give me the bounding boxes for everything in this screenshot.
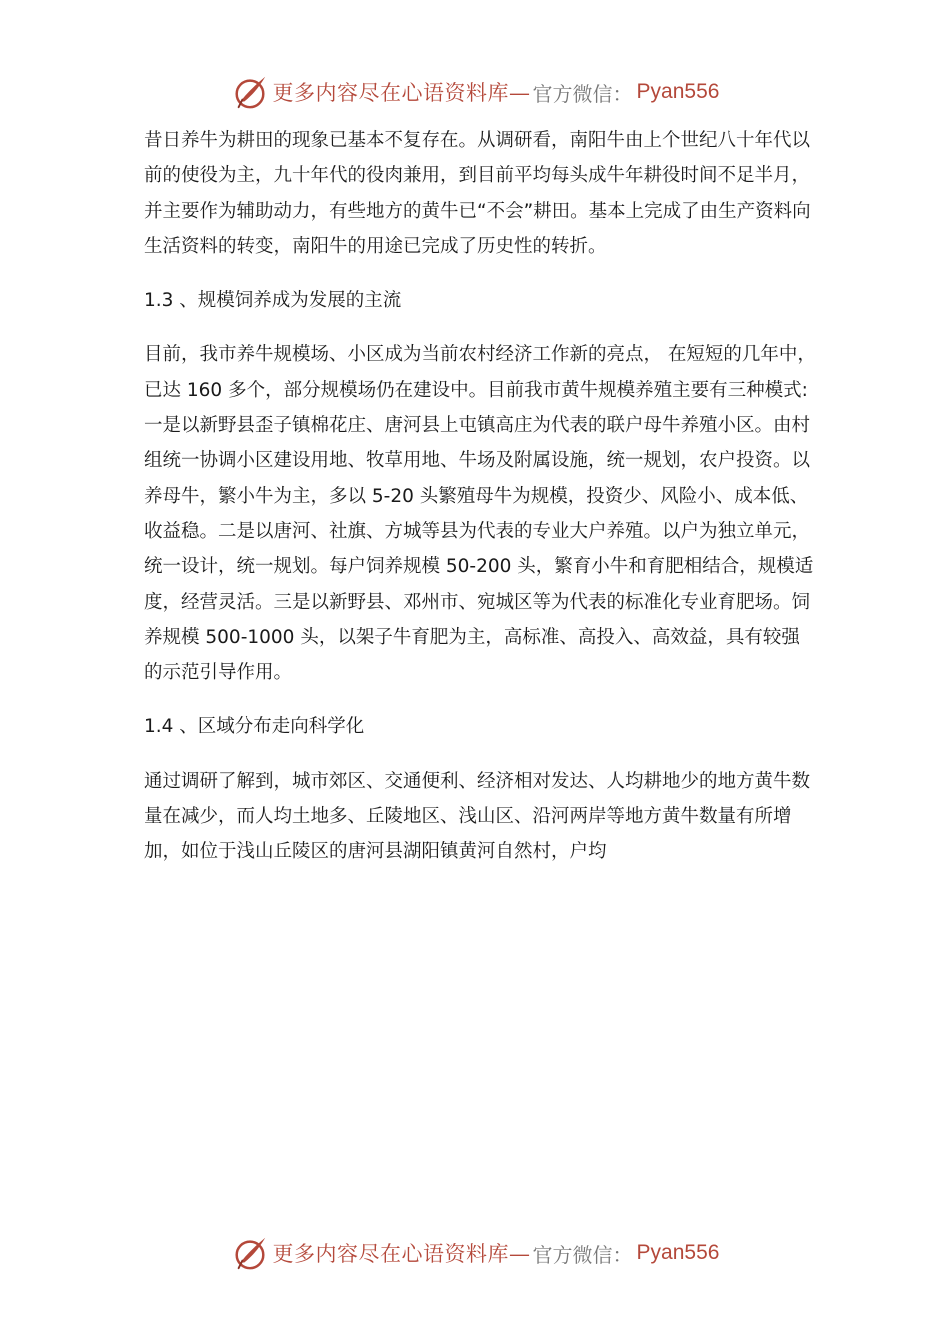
banner-wechat-id: Pyan556 <box>636 80 720 103</box>
section-heading-1-4: 1.4 、区域分布走向科学化 <box>144 716 365 738</box>
paragraph-usage-transition: 昔日养牛为耕田的现象已基本不复存在。从调研看，南阳牛由上个世纪八十年代以前的使役为主，九十年代的役肉兼用，到目前平均每头成牛年耕役时间不足半月，并主要作为辅助动力，有些地方的黄牛已“不会”耕田。基本上完成了由生产资料向生活资料的转变，南阳牛的用途已完成了历史性的转折。 <box>144 130 811 257</box>
document-body <box>144 123 816 870</box>
section-heading-1-3: 1.3 、规模饲养成为发展的主流 <box>144 290 402 312</box>
paragraph-regional-distribution: 通过调研了解到，城市郊区、交通便利、经济相对发达、人均耕地少的地方黄牛数量在减少，而人均土地多、丘陵地区、浅山区、沿河两岸等地方黄牛数量有所增加，如位于浅山丘陵区的唐河县湖阳镇黄河自然村，户均 <box>144 770 811 863</box>
spacer <box>144 690 816 709</box>
quill-logo-icon <box>231 1234 269 1272</box>
banner-wechat-label: 官方微信： <box>532 1242 633 1267</box>
paragraph-scale-farming: 目前，我市养牛规模场、小区成为当前农村经济工作新的亮点， 在短短的几年中，已达 160 多个，部分规模场仍在建设中。目前我市黄牛规模养殖主要有三种模式:一是以新野县歪子镇棉花庄、唐河县上屯镇高庄为代表的联户母牛养殖小区。由村组统一协调小区建设用地、牧草用地、牛场及附属设施，统一规划，农户投资。以养母牛，繁小牛为主，多以 5-20 头繁殖母牛为规模，投资少、风险小、成本低、收益稳。二是以唐河、社旗、方城等县为代表的专业大户养殖。以户为独立单元，统一设计，统一规划。每户饲养规模 50-200 头，繁育小牛和育肥相结合，规模适度，经营灵活。三是以新野县、邓州市、宛城区等为代表的标准化专业育肥场。饲养规模 500-1000 头，以架子牛育肥为主，高标准、高投入、高效益，具有较强的示范引导作用。 <box>144 344 816 684</box>
header-banner <box>0 70 950 114</box>
spacer <box>144 318 816 337</box>
banner-wechat-id: Pyan556 <box>636 1241 720 1264</box>
quill-logo-icon <box>231 73 269 111</box>
banner-text: 更多内容尽在心语资料库— <box>272 81 531 105</box>
spacer <box>144 264 816 283</box>
spacer <box>144 745 816 764</box>
footer-banner <box>0 1231 950 1275</box>
banner-text: 更多内容尽在心语资料库— <box>272 1242 531 1266</box>
banner-wechat-label: 官方微信： <box>532 81 633 106</box>
